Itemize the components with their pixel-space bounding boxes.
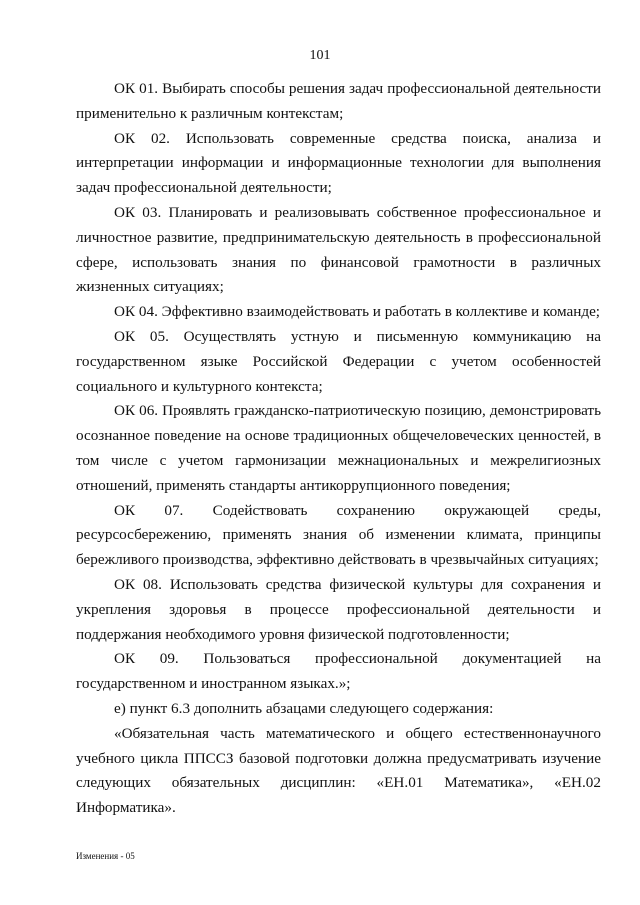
paragraph-ok-01: ОК 01. Выбирать способы решения задач профессиональной деятельности применительно к различным контекстам; xyxy=(76,80,601,122)
paragraph-ok-08: ОК 08. Использовать средства физической культуры для сохранения и укрепления здоровья в процессе профессиональной деятельности и поддержания необходимого уровня физической подготовленности; xyxy=(76,575,601,643)
document-body xyxy=(76,77,601,821)
footer-revision-note: Изменения - 05 xyxy=(76,851,135,861)
paragraph-mandatory-part: «Обязательная часть математического и общего естественнонаучного учебного цикла ППССЗ базовой подготовки должна предусматривать изучение следующих обязательных дисциплин: «ЕН.01 Математика», «ЕН.02 Информатика». xyxy=(76,724,601,817)
paragraph-ok-03: ОК 03. Планировать и реализовывать собственное профессиональное и личностное развитие, предпринимательскую деятельность в профессиональной сфере, использовать знания по финансовой грамотности в различных жизненных ситуациях; xyxy=(76,203,601,296)
paragraph-ok-09: ОК 09. Пользоваться профессиональной документацией на государственном и иностранном языках.»; xyxy=(76,650,601,693)
paragraph-ok-06: ОК 06. Проявлять гражданско-патриотическую позицию, демонстрировать осознанное поведение на основе традиционных общечеловеческих ценностей, в том числе с учетом гармонизации межнациональных и межрелигиозных отношений, применять стандарты антикоррупционного поведения; xyxy=(76,402,601,494)
paragraph-ok-05: ОК 05. Осуществлять устную и письменную коммуникацию на государственном языке Российской Федерации с учетом особенностей социального и культурного контекста; xyxy=(76,327,601,395)
paragraph-item-e: е) пункт 6.3 дополнить абзацами следующего содержания: xyxy=(114,699,494,717)
page-number: 101 xyxy=(309,48,331,63)
paragraph-ok-02: ОК 02. Использовать современные средства поиска, анализа и интерпретации информации и информационные технологии для выполнения задач профессиональной деятельности; xyxy=(76,129,601,197)
paragraph-ok-07: ОК 07. Содействовать сохранению окружающей среды, ресурсосбережению, применять знания об изменении климата, принципы бережливого производства, эффективно действовать в чрезвычайных ситуациях; xyxy=(76,501,601,569)
paragraph-ok-04: ОК 04. Эффективно взаимодействовать и работать в коллективе и команде; xyxy=(114,303,601,321)
